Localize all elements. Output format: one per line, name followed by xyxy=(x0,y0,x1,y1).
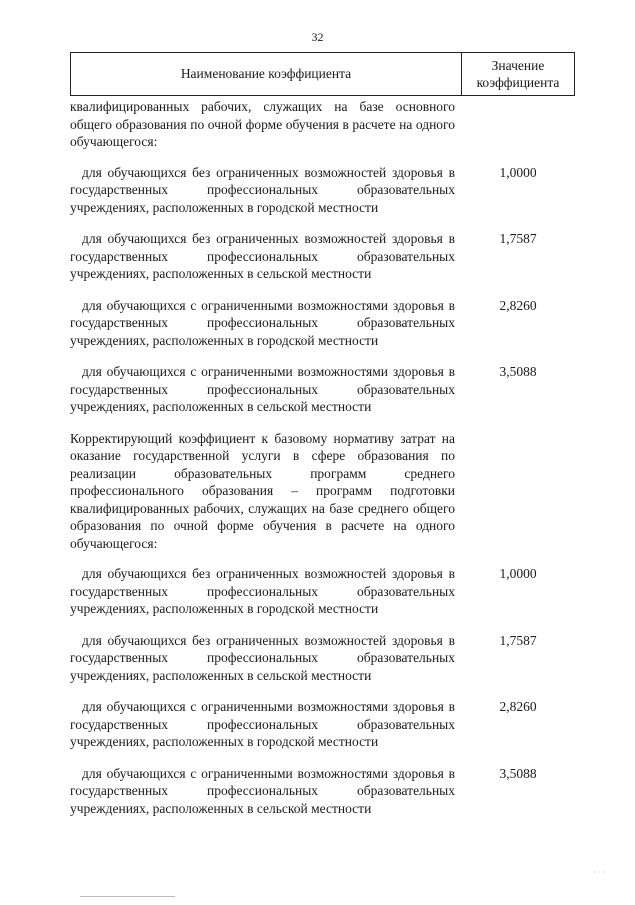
row-name: для обучающихся с ограниченными возможностями здоровья в государственных профессиональных образовательных учреждениях, расположенных в сельской местности xyxy=(70,364,455,414)
row-value: 1,7587 xyxy=(499,231,537,246)
table-header xyxy=(70,52,575,96)
row-name: для обучающихся с ограниченными возможностями здоровья в государственных профессиональных образовательных учреждениях, расположенных в городской местности xyxy=(70,699,455,749)
column-header-value-line1: Значение xyxy=(491,58,545,73)
row-name: для обучающихся без ограниченных возможностей здоровья в государственных профессиональных образовательных учреждениях, расположенных в городской местности xyxy=(70,164,455,215)
table-row xyxy=(70,698,575,751)
row-name: для обучающихся с ограниченными возможностями здоровья в государственных профессиональных образовательных учреждениях, расположенных в сельской местности xyxy=(70,765,455,816)
scan-artifact-dots: · · · xyxy=(593,868,605,877)
row-name: для обучающихся без ограниченных возможностей здоровья в государственных профессиональных образовательных учреждениях, расположенных в сельской местности xyxy=(70,632,455,683)
table-row xyxy=(70,363,575,416)
row-value-empty xyxy=(461,98,575,151)
table-row xyxy=(70,230,575,283)
column-header-name: Наименование коэффициента xyxy=(71,53,462,95)
table-row xyxy=(70,297,575,350)
row-name: для обучающихся без ограниченных возможностей здоровья в государственных профессиональных образовательных учреждениях, расположенных в городской местности xyxy=(70,566,455,616)
row-value: 2,8260 xyxy=(499,297,537,313)
row-name: для обучающихся с ограниченными возможностями здоровья в государственных профессиональных образовательных учреждениях, расположенных в городской местности xyxy=(70,297,455,348)
page-number: 32 xyxy=(311,30,324,44)
row-value: 3,5088 xyxy=(499,765,537,781)
row-value: 1,0000 xyxy=(499,566,537,581)
row-name: для обучающихся без ограниченных возможностей здоровья в государственных профессиональных образовательных учреждениях, расположенных в сельской местности xyxy=(70,231,455,281)
scan-artifact-line xyxy=(80,896,175,897)
table-row xyxy=(70,765,575,818)
row-value: 1,7587 xyxy=(499,632,537,648)
row-value-empty xyxy=(461,430,575,553)
table-row xyxy=(70,98,575,151)
column-header-value-line2: коэффициента xyxy=(476,75,560,90)
table-row xyxy=(70,565,575,618)
table-row xyxy=(70,164,575,217)
section2-heading: Корректирующий коэффициент к базовому нормативу затрат на оказание государственной услуги в сфере образования по реализации образовательных программ среднего профессионального образования – программ подготовки квалифицированных рабочих, служащих на базе среднего общего образования по очной форме обучения в расчете на одного обучающегося: xyxy=(70,430,455,551)
table-row xyxy=(70,430,575,553)
row-value: 2,8260 xyxy=(499,699,537,714)
row-value: 1,0000 xyxy=(499,164,537,180)
table-body xyxy=(70,98,575,817)
column-header-value xyxy=(462,53,574,95)
row-value: 3,5088 xyxy=(499,364,537,379)
table-row xyxy=(70,632,575,685)
section1-heading-continuation: квалифицированных рабочих, служащих на базе основного общего образования по очной форме обучения в расчете на одного обучающегося: xyxy=(70,99,455,149)
coefficient-table xyxy=(70,52,575,817)
